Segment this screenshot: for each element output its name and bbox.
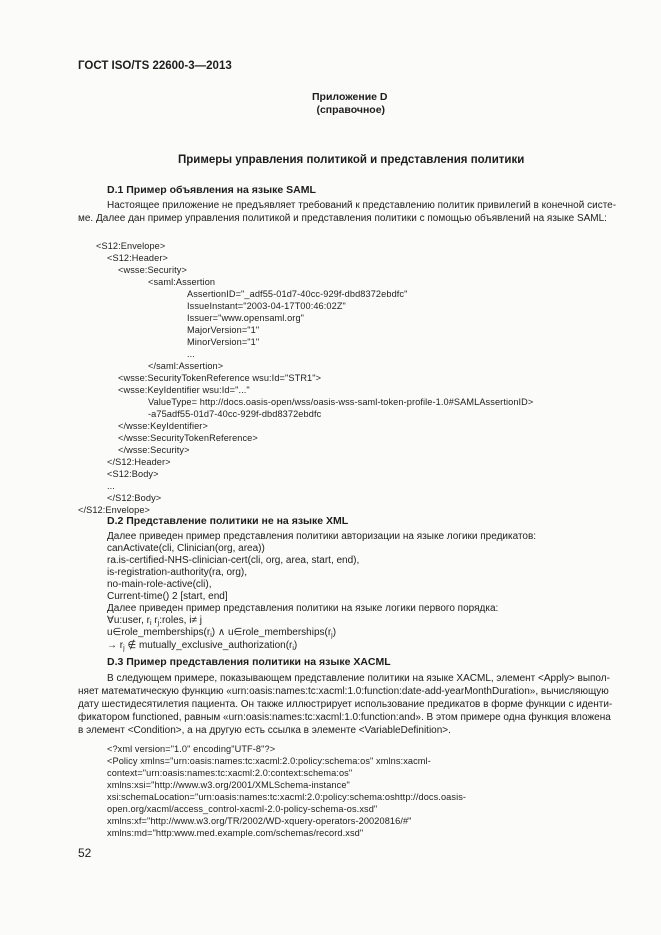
appendix-note: (справочное) [316, 104, 386, 116]
d3-paragraph-line: фикатором functioned, равным «urn:oasis:names:tc:xacml:1.0:function:and». В этом примере одна функция вложена [78, 712, 611, 723]
code-line: </S12:Envelope> [78, 505, 150, 515]
code-line: <S12:Body> [107, 469, 159, 479]
section-d2-heading: D.2 Представление политики не на языке XML [107, 515, 349, 527]
code-line: Issuer="www.opensaml.org" [187, 313, 305, 323]
d1-paragraph-line: ме. Далее дан пример управления политикой и представления политики с помощью объявлений на языке SAML: [78, 213, 607, 224]
code-line: xmlns:xf="http://www.w3.org/TR/2002/WD-xquery-operators-20020816/#" [107, 816, 412, 826]
d2-line: Далее приведен пример представления политики авторизации на языке логики предикатов: [107, 531, 537, 542]
logic-formula-2: $u\in role\_memberships(r_i)$ ∧ $u\in role\_memberships(r_j)$ [107, 627, 337, 639]
logic-formula-1: ∀u:user, $r_i$ $r_j:roles$, i≠ j [107, 615, 202, 627]
code-line: MajorVersion="1" [187, 325, 260, 335]
document-header: ГОСТ ISO/TS 22600-3—2013 [78, 60, 232, 72]
appendix-heading [312, 91, 388, 117]
code-line: <?xml version="1.0" encoding"UTF-8"?> [107, 744, 276, 754]
d3-paragraph-line: В следующем примере, показывающем представление политики на языке XACML, элемент <Apply> выпол- [107, 673, 610, 684]
section-d1-heading: D.1 Пример объявления на языке SAML [107, 184, 316, 196]
code-line: IssueInstant="2003-04-17T00:46:02Z" [187, 301, 346, 311]
d2-line: Далее приведен пример представления политики на языке логики первого порядка: [107, 603, 499, 614]
code-line: </wsse:SecurityTokenReference> [118, 433, 258, 443]
code-line: ValueType= http://docs.oasis-open/wss/oasis-wss-saml-token-profile-1.0#SAMLAssertionID> [148, 397, 534, 407]
code-line: AssertionID="_adf55-01d7-40cc-929f-dbd8372ebdfc" [187, 289, 408, 299]
d3-paragraph-line: дату шестидесятилетия пациента. Он также иллюстрирует использование предикатов в форме функции с иденти- [78, 699, 613, 710]
d2-line: canActivate(cli, Clinician(org, area)) [107, 543, 265, 554]
code-line: <saml:Assertion [148, 277, 216, 287]
code-line: ... [107, 481, 115, 491]
code-line: </wsse:KeyIdentifier> [118, 421, 208, 431]
code-line: <wsse:SecurityTokenReference wsu:Id="STR1"> [118, 373, 322, 383]
code-line: -a75adf55-01d7-40cc-929f-dbd8372ebdfc [148, 409, 322, 419]
code-line: context="urn:oasis:names:tc:xacml:2.0:context:schema:os" [107, 768, 353, 778]
d2-line: no-main-role-active(cli), [107, 579, 212, 590]
code-line: xsi:schemaLocation="urn:oasis:names:tc:xacml:2.0:policy:schema:oshttp://docs.oasis- [107, 792, 467, 802]
section-d3-heading: D.3 Пример представления политики на языке XACML [107, 656, 391, 668]
code-line: <S12:Header> [107, 253, 168, 263]
code-line: <S12:Envelope> [96, 241, 166, 251]
code-line: <wsse:KeyIdentifier wsu:Id="..." [118, 385, 250, 395]
logic-formula-3: → $r_j$ ∉ $mutually\_exclusive\_authorization(r_i)$ [107, 640, 298, 652]
main-title: Примеры управления политикой и представления политики [178, 154, 525, 166]
d1-paragraph-line: Настоящее приложение не предъявляет требований к представлению политик привилегий в конечной систе- [107, 200, 617, 211]
code-line: open.org/xacml/access_control-xacml-2.0-policy-schema-os.xsd" [107, 804, 378, 814]
code-line: </saml:Assertion> [148, 361, 224, 371]
page-number: 52 [78, 846, 92, 860]
d2-line: Current-time() 2 [start, end] [107, 591, 228, 602]
code-line: xmlns:xsi="http://www.w3.org/2001/XMLSchema-instance" [107, 780, 350, 790]
code-line: MinorVersion="1" [187, 337, 260, 347]
d2-line: ra.is-certified-NHS-clinician-cert(cli, org, area, start, end), [107, 555, 360, 566]
code-line: </wsse:Security> [118, 445, 190, 455]
d3-paragraph-line: в элемент <Condition>, а на другую есть ссылка в элементе <VariableDefinition>. [78, 725, 451, 736]
code-line: <Policy xmlns="urn:oasis:names:tc:xacml:2.0:policy:schema:os" xmlns:xacml- [107, 756, 431, 766]
appendix-title: Приложение D [312, 91, 388, 103]
d3-paragraph-line: няет математическую функцию «urn:oasis:names:tc:xacml:1.0:function:date-add-yearMonthDuration», вычисляющую [78, 686, 609, 697]
d2-line: is-registration-authority(ra, org), [107, 567, 248, 578]
code-line: </S12:Body> [107, 493, 162, 503]
code-line: <wsse:Security> [118, 265, 187, 275]
code-line: ... [187, 349, 195, 359]
code-line: </S12:Header> [107, 457, 171, 467]
code-line: xmlns:md="http:www.med.example.com/schemas/record.xsd" [107, 828, 364, 838]
